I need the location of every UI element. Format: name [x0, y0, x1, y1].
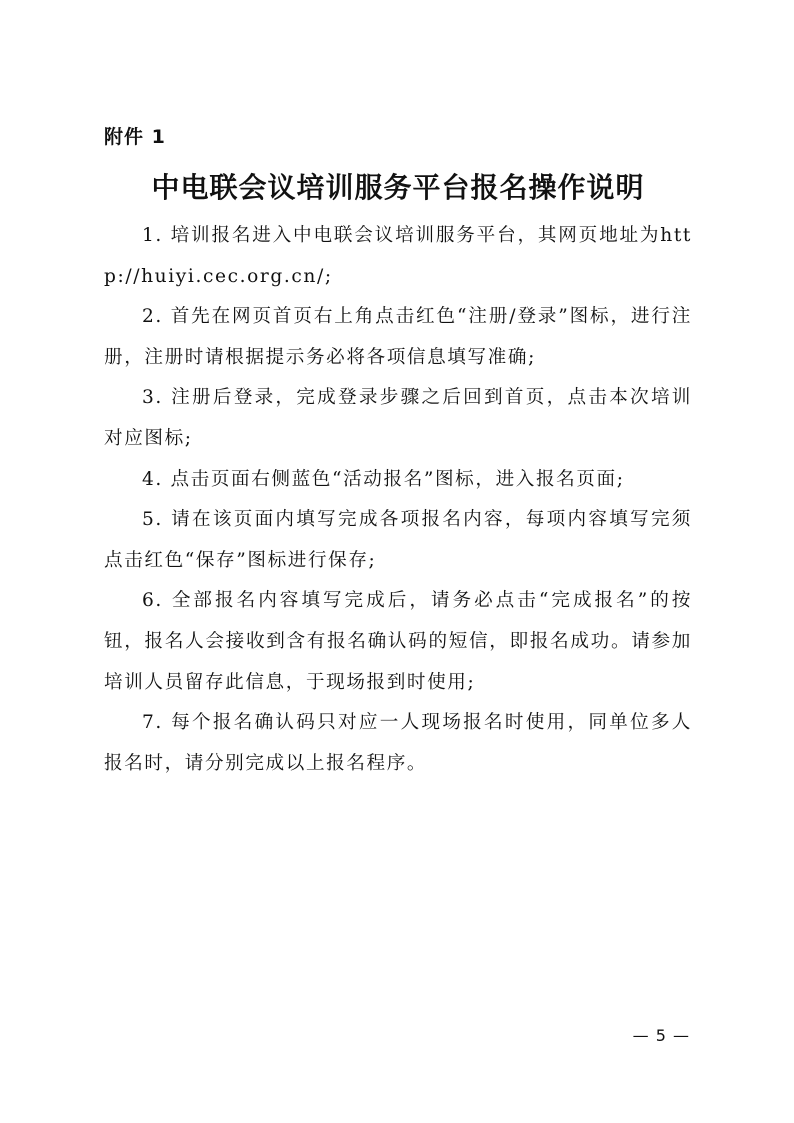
instruction-paragraph-2: 2. 首先在网页首页右上角点击红色“注册/登录”图标，进行注册，注册时请根据提示务必将各项信息填写准确;: [104, 306, 692, 368]
document-title: 中电联会议培训服务平台报名操作说明: [151, 171, 645, 204]
instruction-paragraph-6: 6. 全部报名内容填写完成后，请务必点击“完成报名”的按钮，报名人会接收到含有报名确认码的短信，即报名成功。请参加培训人员留存此信息，于现场报到时使用;: [104, 590, 692, 693]
instruction-paragraph-4: 4. 点击页面右侧蓝色“活动报名”图标，进入报名页面;: [142, 468, 625, 490]
page-number: — 5 —: [632, 1026, 690, 1045]
instruction-paragraph-1: 1. 培训报名进入中电联会议培训服务平台，其网页地址为http://huiyi.cec.org.cn/;: [104, 225, 692, 287]
instruction-paragraph-5: 5. 请在该页面内填写完成各项报名内容，每项内容填写完须点击红色“保存”图标进行保存;: [104, 509, 692, 571]
instruction-paragraph-3: 3. 注册后登录，完成登录步骤之后回到首页，点击本次培训对应图标;: [104, 387, 692, 449]
instructions-body: [104, 216, 692, 784]
attachment-label: 附件 1: [104, 126, 166, 148]
instruction-paragraph-7: 7. 每个报名确认码只对应一人现场报名时使用，同单位多人报名时，请分别完成以上报名程序。: [104, 712, 692, 774]
